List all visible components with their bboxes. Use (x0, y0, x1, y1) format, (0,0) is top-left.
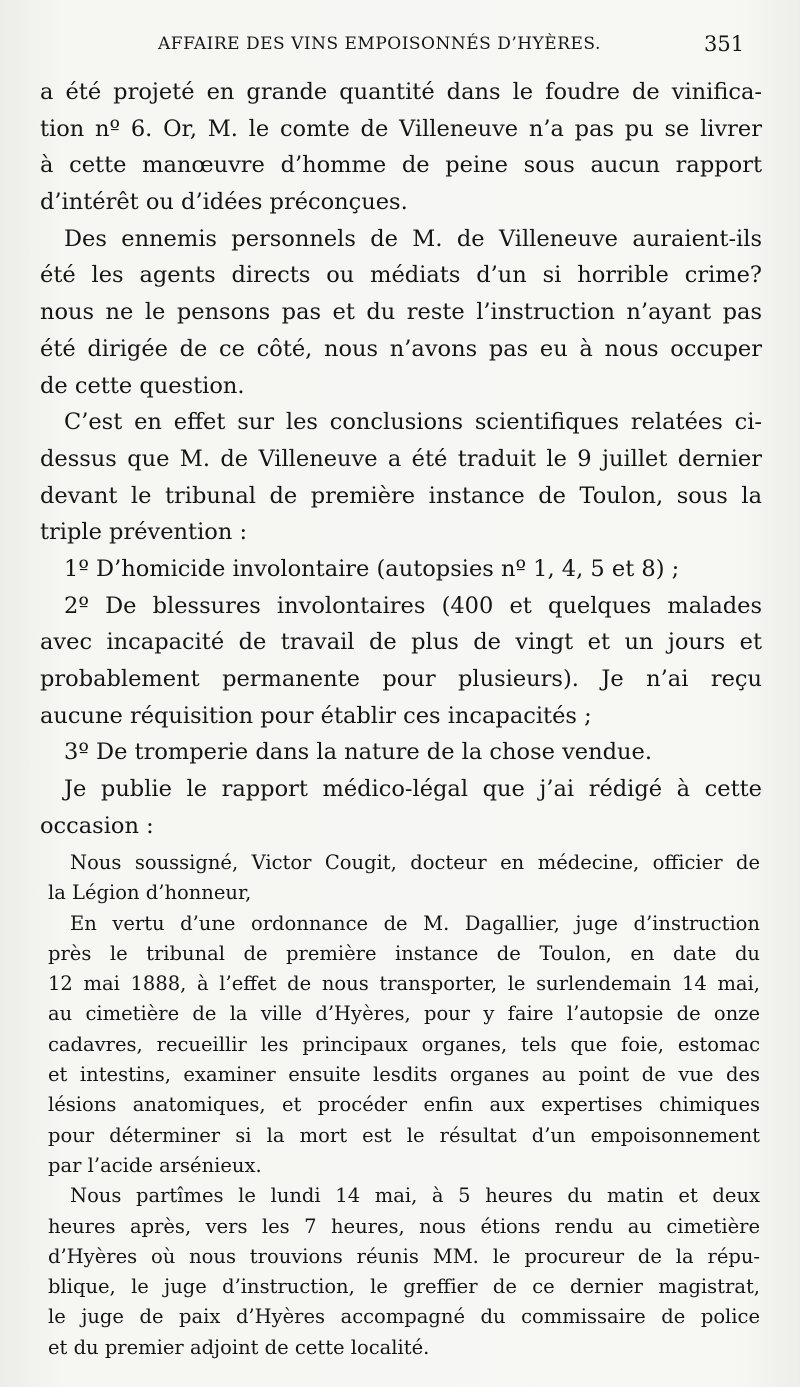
report-line: Nous partîmes le lundi 14 mai, à 5 heures du matin et deux (70, 1184, 760, 1208)
report-line: heures après, vers les 7 heures, nous étions rendu au cimetière (48, 1214, 760, 1238)
report-line: d’Hyères où nous trouvions réunis MM. le procureur de la répu- (48, 1244, 760, 1268)
report-line: cadavres, recueillir les principaux organes, tels que foie, estomac (48, 1032, 760, 1056)
text-line: Des ennemis personnels de M. de Villeneuve auraient-ils (64, 225, 762, 252)
text-line: dessus que M. de Villeneuve a été traduit le 9 juillet dernier (40, 445, 762, 472)
text-line: tion nº 6. Or, M. le comte de Villeneuve n’a pas pu se livrer (40, 115, 762, 142)
running-head: AFFAIRE DES VINS EMPOISONNÉS D’HYÈRES. (158, 34, 601, 54)
report-line: pour déterminer si la mort est le résultat d’un empoisonnement (48, 1123, 760, 1147)
text-line: nous ne le pensons pas et du reste l’instruction n’ayant pas (40, 299, 762, 326)
report-line: et du premier adjoint de cette localité. (48, 1335, 430, 1359)
report-line: En vertu d’une ordonnance de M. Dagallier, juge d’instruction (70, 911, 760, 935)
text-line: aucune réquisition pour établir ces incapacités ; (40, 702, 592, 729)
text-line: triple prévention : (40, 519, 248, 546)
report-line: la Légion d’honneur, (48, 881, 252, 905)
text-line: 3º De tromperie dans la nature de la chose vendue. (64, 739, 652, 766)
report-line: 12 mai 1888, à l’effet de nous transporter, le surlendemain 14 mai, (48, 972, 760, 996)
text-line: de cette question. (40, 372, 245, 399)
text-line: C’est en effet sur les conclusions scientifiques relatées ci- (64, 409, 762, 436)
text-line: été dirigée de ce côté, nous n’avons pas eu à nous occuper (40, 335, 762, 362)
body-text (40, 74, 762, 844)
text-line: probablement permanente pour plusieurs). Je n’ai reçu (40, 666, 762, 692)
report-line: le juge de paix d’Hyères accompagné du commissaire de police (48, 1305, 760, 1329)
text-line: Je publie le rapport médico-légal que j’ai rédigé à cette (64, 776, 762, 803)
report-line: près le tribunal de première instance de Toulon, en date du (48, 941, 760, 965)
text-line: 2º De blessures involontaires (400 et quelques malades (64, 592, 762, 619)
page-header (0, 30, 800, 60)
report-line: Nous soussigné, Victor Cougit, docteur en médecine, officier de (70, 851, 760, 874)
text-line: devant le tribunal de première instance de Toulon, sous la (40, 482, 762, 509)
medico-legal-report (48, 848, 760, 1363)
report-line: par l’acide arsénieux. (48, 1153, 262, 1177)
text-line: à cette manœuvre d’homme de peine sous aucun rapport (40, 152, 762, 179)
text-line: été les agents directs ou médiats d’un si horrible crime? (40, 262, 762, 289)
report-line: et intestins, examiner ensuite lesdits organes au point de vue des (48, 1063, 760, 1087)
text-line: d’intérêt ou d’idées préconçues. (40, 189, 408, 216)
text-line: occasion : (40, 812, 154, 839)
report-line: au cimetière de la ville d’Hyères, pour y faire l’autopsie de onze (48, 1002, 760, 1026)
report-line: lésions anatomiques, et procéder enfin aux expertises chimiques (48, 1093, 760, 1117)
page-number: 351 (704, 32, 745, 56)
text-line: avec incapacité de travail de plus de vingt et un jours et (40, 629, 762, 656)
text-line: 1º D’homicide involontaire (autopsies nº 1, 4, 5 et 8) ; (64, 555, 680, 582)
text-line: a été projeté en grande quantité dans le foudre de vinifica- (40, 79, 762, 105)
report-line: blique, le juge d’instruction, le greffier de ce dernier magistrat, (48, 1275, 760, 1299)
